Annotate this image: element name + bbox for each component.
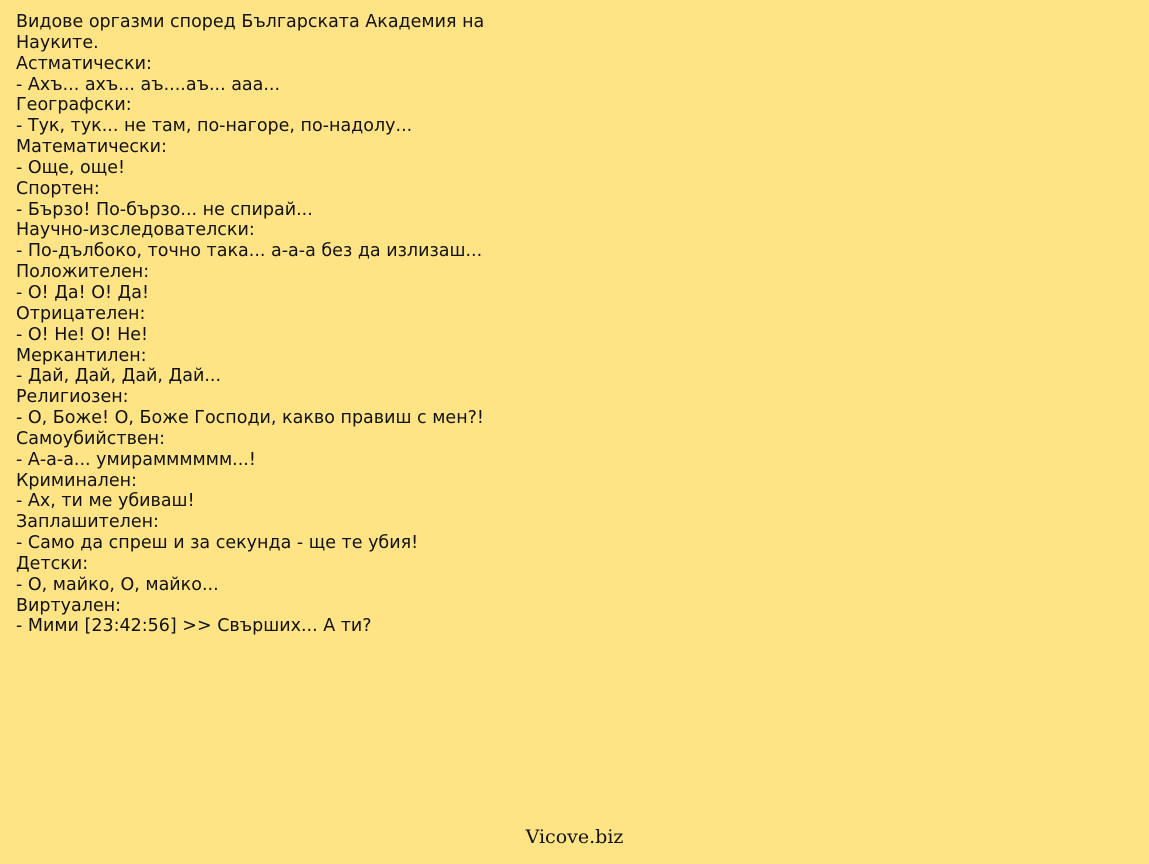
joke-title: Видове оргазми според Българската Академия на Науките. (16, 12, 485, 53)
orgasm-quote-sport: - Бързо! По-бързо... не спирай... (16, 199, 313, 220)
joke-text (16, 12, 516, 637)
orgasm-type-religious: Религиозен: (16, 387, 129, 408)
orgasm-type-geographic: Географски: (16, 95, 132, 116)
site-watermark: Vicove.biz (525, 826, 624, 848)
orgasm-type-mercantile: Меркантилен: (16, 345, 147, 366)
orgasm-quote-positive: - О! Да! О! Да! (16, 282, 149, 303)
orgasm-type-research: Научно-изследователски: (16, 220, 255, 241)
orgasm-quote-childish: - О, майко, О, майко... (16, 574, 219, 595)
orgasm-type-virtual: Виртуален: (16, 595, 122, 616)
orgasm-type-suicidal: Самоубийствен: (16, 428, 165, 449)
orgasm-type-positive: Положителен: (16, 262, 150, 283)
orgasm-type-negative: Отрицателен: (16, 303, 146, 324)
orgasm-type-criminal: Криминален: (16, 470, 137, 491)
orgasm-type-mathematical: Математически: (16, 137, 167, 158)
orgasm-quote-suicidal: - А-а-а... умирамммммм...! (16, 449, 256, 470)
orgasm-quote-mercantile: - Дай, Дай, Дай, Дай... (16, 366, 222, 387)
orgasm-quote-criminal: - Ах, ти ме убиваш! (16, 491, 195, 512)
orgasm-quote-religious: - О, Боже! О, Боже Господи, какво правиш с мен?! (16, 408, 484, 429)
orgasm-type-threatening: Заплашителен: (16, 512, 159, 533)
orgasm-type-asthmatic: Астматически: (16, 53, 152, 74)
orgasm-quote-virtual: - Мими [23:42:56] >> Свърших... А ти? (16, 616, 372, 637)
orgasm-type-childish: Детски: (16, 553, 89, 574)
orgasm-quote-threatening: - Само да спреш и за секунда - ще те убия! (16, 533, 419, 554)
orgasm-quote-asthmatic: - Ахъ... ахъ... аъ....аъ... ааа... (16, 74, 281, 95)
orgasm-quote-geographic: - Тук, тук... не там, по-нагоре, по-надолу... (16, 116, 413, 137)
orgasm-quote-negative: - О! Не! О! Не! (16, 324, 149, 345)
orgasm-type-sport: Спортен: (16, 178, 100, 199)
orgasm-quote-research: - По-дълбоко, точно така... а-а-а без да излизаш... (16, 241, 483, 262)
orgasm-quote-mathematical: - Още, още! (16, 157, 125, 178)
